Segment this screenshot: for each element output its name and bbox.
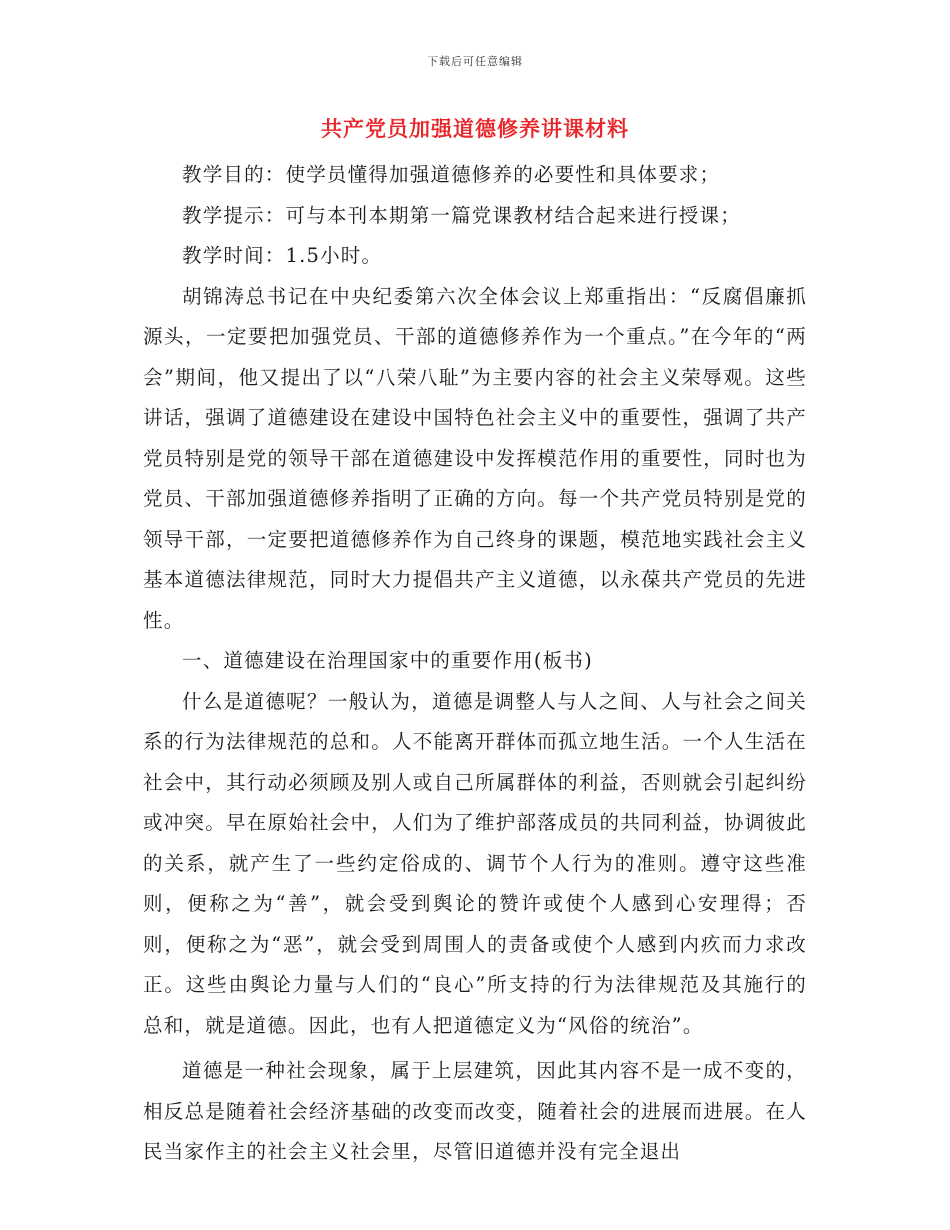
section-heading: 一、道德建设在治理国家中的重要作用(板书) [182,649,593,672]
intro-paragraph: 胡锦涛总书记在中央纪委第六次全体会议上郑重指出：“反腐倡廉抓源头，一定要把加强党员、干部的道德修养作为一个重点。”在今年的“两会”期间，他又提出了以“八荣八耻”为主要内容的社会主义荣辱观。这些讲话，强调了道德建设在建设中国特色社会主义中的重要性，强调了共产党员特别是党的领导干部在道德建设中发挥模范作用的重要性，同时也为党员、干部加强道德修养指明了正确的方向。每一个共产党员特别是党的领导干部，一定要把道德修养作为自己终身的课题，模范地实践社会主义基本道德法律规范，同时大力提倡共产主义道德，以永葆共产党员的先进性。 [143,284,807,632]
teaching-hint-paragraph: 教学提示：可与本刊本期第一篇党课教材结合起来进行授课； [182,203,741,227]
social-phenomenon-paragraph: 道德是一种社会现象，属于上层建筑，因此其内容不是一成不变的，相反总是随着社会经济基础的改变而改变，随着社会的进展而进展。在人民当家作主的社会主义社会里，尽管旧道德并没有完全退出 [143,1059,807,1163]
teaching-purpose-paragraph: 教学目的：使学员懂得加强道德修养的必要性和具体要求； [182,163,721,186]
document-title: 共产党员加强道德修养讲课材料 [321,116,629,141]
header-note: 下载后可任意编辑 [427,55,523,68]
document-body [143,155,807,1173]
definition-paragraph: 什么是道德呢？一般认为，道德是调整人与人之间、人与社会之间关系的行为法律规范的总和。人不能离开群体而孤立地生活。一个人生活在社会中，其行动必须顾及别人或自己所属群体的利益，否则就会引起纠纷或冲突。早在原始社会中，人们为了维护部落成员的共同利益，协调彼此的关系，就产生了一些约定俗成的、调节个人行为的准则。遵守这些准则，便称之为“善”，就会受到舆论的赞许或使个人感到心安理得；否则，便称之为“恶”，就会受到周围人的责备或使个人感到内疚而力求改正。这些由舆论力量与人们的“良心”所支持的行为法律规范及其施行的总和，就是道德。因此，也有人把道德定义为“风俗的统治”。 [143,689,807,1037]
teaching-time-paragraph: 教学时间：1.5小时。 [182,244,383,267]
